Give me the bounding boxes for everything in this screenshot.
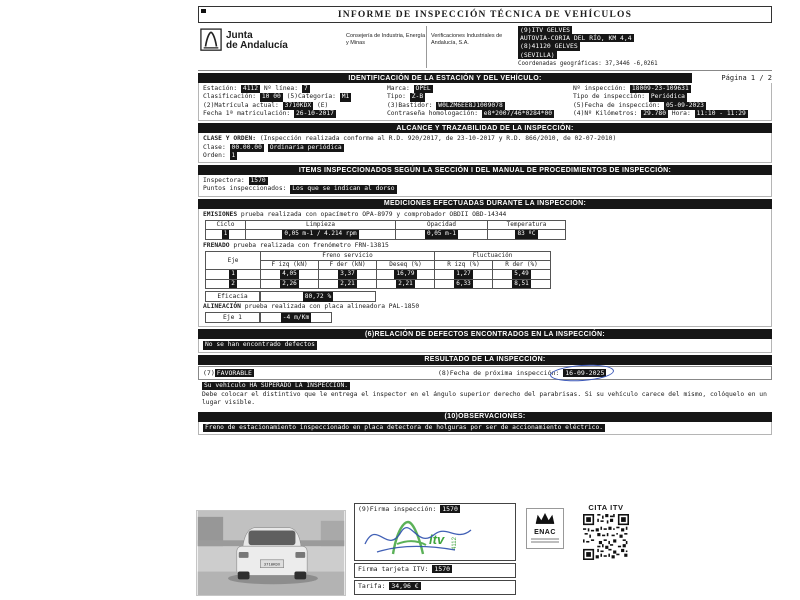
distintivo-line: Debe colocar el distintivo que le entrega el inspector en el ángulo superior derecho del parabrisas. Si su vehículo carece del mismo, colóquelo en un lugar visible. [202,390,767,407]
emissions-col-limpieza: Limpieza [246,220,396,229]
emissions-value-row [206,230,566,239]
org-company: Verificaciones Industriales de Andalucía, S.A. [426,26,508,68]
section-header-observaciones: (10)OBSERVACIONES: [198,412,772,422]
axle2-deseq [377,279,435,288]
emissions-header-row [206,220,566,229]
tarifa-box [354,580,516,595]
axle2-fder [319,279,377,288]
estacion-label: Estación: [203,85,238,93]
field-matricula [203,102,387,110]
section-header-identificacion: IDENTIFICACIÓN DE LA ESTACIÓN Y DEL VEHÍCULO: [198,73,692,83]
brakes-row-axle1 [206,270,551,279]
puntos-value: Los que se indican al dorso [292,185,395,193]
ident-col-inspection [573,85,767,118]
enac-fineprint-bar [531,541,559,543]
identification-header-row [198,73,772,83]
matricula-suffix: (E) [316,101,329,109]
puntos-line [203,185,767,193]
bastidor-value: W0LZM6EE8J1009078 [438,101,503,109]
field-marca [387,85,573,93]
tipo-label: Tipo: [387,93,406,101]
station-postal: (8)41120 GELVES [520,42,578,51]
fecha-mat-value: 26-10-2017 [296,109,334,117]
field-fecha-matriculacion [203,110,387,118]
hora-value: 11:10 - 11:29 [696,109,746,117]
brakes-group-servicio: Freno servicio [261,251,435,260]
eficacia-cell [260,291,376,302]
alineacion-value: -4 m/Km [282,314,310,322]
stamp-station-number: 4112 [452,537,458,550]
alineacion-label: ALINEACIÓN [203,303,241,311]
document [198,6,772,435]
categoria-label: (5)Categoría: [286,93,336,101]
tarifa-value: 34,96 € [391,582,419,590]
eficacia-label: Eficacia [205,291,260,302]
favorable-value: FAVORABLE [216,368,252,377]
station-name: (9)ITV GELVES [520,26,571,34]
tarifa-label: Tarifa: [358,582,386,590]
field-clasificacion-categoria [203,93,387,101]
linea-label: Nº línea: [263,85,299,93]
num-insp-label: Nº inspección: [573,85,627,93]
favorable-field [203,369,438,377]
enac-badge [526,508,564,549]
emisiones-line [203,211,767,219]
items-header-row [198,165,772,175]
enac-crown-icon [534,512,556,524]
clase-label: Clase: [203,143,226,151]
frenado-label: FRENADO [203,241,230,249]
axle1-deseq [377,270,435,279]
junta-logo-block [198,26,346,68]
eficacia-value: 80,72 % [304,293,332,301]
brakes-col-fder: F der (kN) [319,261,377,270]
defectos-content [198,339,772,352]
clase-orden-line [203,135,767,143]
num-insp-value: 18009-23-109631 [631,85,689,93]
alineacion-row [205,312,767,323]
clasificacion-label: Clasificación: [203,93,257,101]
axle2-eje-value: 2 [231,279,235,287]
field-fecha-inspeccion [573,102,767,110]
stamp-itv-text: itv [429,532,445,547]
field-contrasena [387,110,573,118]
org-name [226,28,288,66]
marca-value: OPEL [415,85,431,93]
brakes-col-rizq: R izq (%) [435,261,493,270]
bastidor-label: (3)Bastidor: [387,101,433,109]
identification-content [198,83,772,121]
axle1-fder-value: 3,37 [340,270,355,278]
vehicle-photo [196,510,346,596]
emissions-temperatura-value [488,230,566,239]
hora-label: Hora: [671,109,691,117]
tipo-insp-value: Periódica [650,93,685,101]
emissions-ciclo-value [206,230,246,239]
axle1-eje [206,270,261,279]
axle2-fizq-value: 2,26 [282,279,297,287]
field-kilometros-hora [573,110,767,118]
resultado-notes [198,380,772,410]
axle1-eje-value: 1 [231,270,235,278]
brakes-table [205,251,551,289]
axle1-fizq [261,270,319,279]
axle1-rder-value: 5,49 [514,270,529,278]
alcance-header-row [198,123,772,133]
frenado-line [203,242,767,250]
firma-tarjeta-value: 1570 [434,565,451,573]
km-value: 29.780 [643,109,666,117]
axle2-rder-value: 8,51 [514,279,529,287]
axle2-fder-value: 2,21 [340,279,355,287]
emisiones-label: EMISIONES [203,210,238,218]
axle2-fizq [261,279,319,288]
clasificacion-value: 10 00 [261,93,281,101]
axle1-deseq-value: 16,79 [396,270,415,278]
km-label: (4)Nº Kilómetros: [573,109,638,117]
linea-value: 7 [303,85,308,93]
estacion-value: 4112 [242,85,259,93]
org-department: Consejería de Industria, Energía y Minas [346,33,426,46]
eficacia-row [205,291,767,302]
proxima-value: 16-09-2025 [565,368,605,377]
observaciones-content [198,422,772,435]
favorable-num: (7) [203,368,215,377]
ident-col-station [203,85,387,118]
section-header-alcance: ALCANCE Y TRAZABILIDAD DE LA INSPECCIÓN: [198,123,772,133]
section-header-items: ITEMS INSPECCIONADOS SEGÚN LA SECCIÓN I DEL MANUAL DE PROCEDIMIENTOS DE INSPECCIÓN: [198,165,772,175]
axle2-rizq-value: 6,33 [456,279,471,287]
org-name-line1: Junta [226,30,253,41]
categoria-value: M1 [341,93,350,101]
items-content [198,175,772,197]
proxima-datewrap [563,369,606,377]
field-tipo-inspeccion [573,93,767,101]
frenado-note: prueba realizada con frenómetro FRN-13815 [233,241,389,249]
svg-text:3710KDX: 3710KDX [263,561,281,567]
junta-andalucia-logo-icon [200,28,222,54]
axle1-fder [319,270,377,279]
alineacion-eje-label: Eje 1 [205,312,260,323]
axle2-rder [493,279,551,288]
fecha-insp-value: 05-09-2023 [666,101,704,109]
proxima-label: (8)Fecha de próxima inspección: [438,368,560,377]
axle2-rizq [435,279,493,288]
marca-label: Marca: [387,85,410,93]
clase-orden-label: CLASE Y ORDEN: [203,135,257,143]
observaciones-header-row [198,412,772,422]
firma-insp-label: (9)Firma inspección: [358,505,437,513]
station-address: AUTOVIA-CORIA DEL RÍO, KM 4,4 [520,34,632,43]
resultado-header-row [198,355,772,365]
matricula-label: (2)Matrícula actual: [203,101,279,109]
defectos-header-row [198,329,772,339]
brakes-group-fluctuacion: Fluctuación [435,251,551,260]
alineacion-cell [260,312,332,323]
observaciones-text: Freno de estacionamiento inspeccionado en placa detectora de holguras por ser de accionamiento eléctrico. [205,423,604,431]
inspectora-label: Inspectora: [203,177,245,185]
emissions-col-temperatura: Temperatura [488,220,566,229]
orden-value: 1 [231,151,236,159]
station-coordinates: Coordenadas geográficas: 37,3446 -6,0261 [518,60,658,67]
emisiones-note: prueba realizada con opacímetro OPA-8979 y comprobador OBDII OBD-14344 [240,210,507,218]
mediciones-content [198,209,772,328]
tipo-value: Z-B [411,93,424,101]
axle1-rizq-value: 1,27 [456,270,471,278]
signature-column [354,503,516,595]
cita-itv-label: CITA ITV [588,503,624,512]
emissions-opacidad-value [396,230,488,239]
orden-label: Orden: [203,151,226,159]
corner-mark [201,9,206,13]
section-header-resultado: RESULTADO DE LA INSPECCIÓN: [198,355,772,365]
axle1-fizq-value: 4,05 [282,270,297,278]
tipo-insp-label: Tipo de inspección: [573,93,646,101]
mediciones-header-row [198,199,772,209]
emissions-ciclo: 1 [223,230,228,238]
report-title: INFORME DE INSPECCIÓN TÉCNICA DE VEHÍCULOS [337,10,633,20]
emissions-col-ciclo: Ciclo [206,220,246,229]
axle2-eje [206,279,261,288]
enac-label: ENAC [534,529,556,536]
inspector-signature-box [354,503,516,561]
brakes-col-deseq: Deseq (%) [377,261,435,270]
fecha-insp-label: (5)Fecha de inspección: [573,101,661,109]
firma-tarjeta-label: Firma tarjeta ITV: [358,565,429,573]
org-name-line2: de Andalucía [226,40,288,51]
alcance-content [198,133,772,163]
clase-value: 00.00.00 [231,143,262,151]
section-header-mediciones: MEDICIONES EFECTUADAS DURANTE LA INSPECCIÓN: [198,199,772,209]
brakes-col-eje: Eje [206,251,261,270]
emissions-table [205,220,566,240]
axle2-deseq-value: 2,21 [398,279,413,287]
enac-fineprint-bar [531,538,559,540]
cita-itv-block [578,503,634,564]
brakes-group-header-row [206,251,551,260]
contrasena-label: Contraseña homologación: [387,109,478,117]
org-header [198,23,772,71]
card-signature-box [354,563,516,578]
bottom-strip [196,503,634,596]
inspectora-value: 1570 [250,177,266,185]
qr-code [583,514,629,560]
proxima-field [438,369,606,377]
matricula-value: 3710KDX [284,101,312,109]
brakes-col-rder: R der (%) [493,261,551,270]
field-bastidor [387,102,573,110]
firma-insp-value: 1570 [442,505,458,513]
page-indicator: Página 1 / 2 [721,74,772,83]
clase-orden-note: (Inspección realizada conforme al R.D. 920/2017, de 23-10-2017 y R.D. 866/2010, de 02-07-2010) [259,135,617,143]
brakes-col-fizq: F izq (kN) [261,261,319,270]
orden-line [203,152,767,160]
section-header-defectos: (6)RELACIÓN DE DEFECTOS ENCONTRADOS EN LA INSPECCIÓN: [198,329,772,339]
emissions-limpieza: 0,05 m-1 / 4.214 rpm [284,230,357,238]
puntos-label: Puntos inspeccionados: [203,185,287,193]
inspectora-line [203,177,767,185]
defectos-result: No se han encontrado defectos [205,341,315,349]
alineacion-line [203,303,767,311]
report-title-bar [198,6,772,23]
fecha-mat-label: Fecha 1ª matriculación: [203,109,291,117]
station-province: (SEVILLA) [520,50,555,59]
superado-line: Su vehículo HA SUPERADO LA INSPECCIÓN. [204,381,349,389]
station-info [508,26,772,68]
ident-col-vehicle [387,85,573,118]
axle1-rder [493,270,551,279]
emissions-limpieza-value [246,230,396,239]
resultado-row [198,366,772,380]
alineacion-note: prueba realizada con placa alineadora PAL-1850 [244,303,420,311]
axle1-rizq [435,270,493,279]
emissions-col-opacidad: Opacidad [396,220,488,229]
stamp-and-signature [357,514,513,560]
clase-line [203,144,767,152]
brakes-row-axle2 [206,279,551,288]
contrasena-value: e8*2007/46*0284*00 [483,109,553,117]
field-tipo [387,93,573,101]
emissions-opacidad: 0,05 m-1 [427,230,456,238]
clase-desc: Ordinaria periódica [269,143,342,151]
emissions-temperatura: 83 ºC [517,230,536,238]
